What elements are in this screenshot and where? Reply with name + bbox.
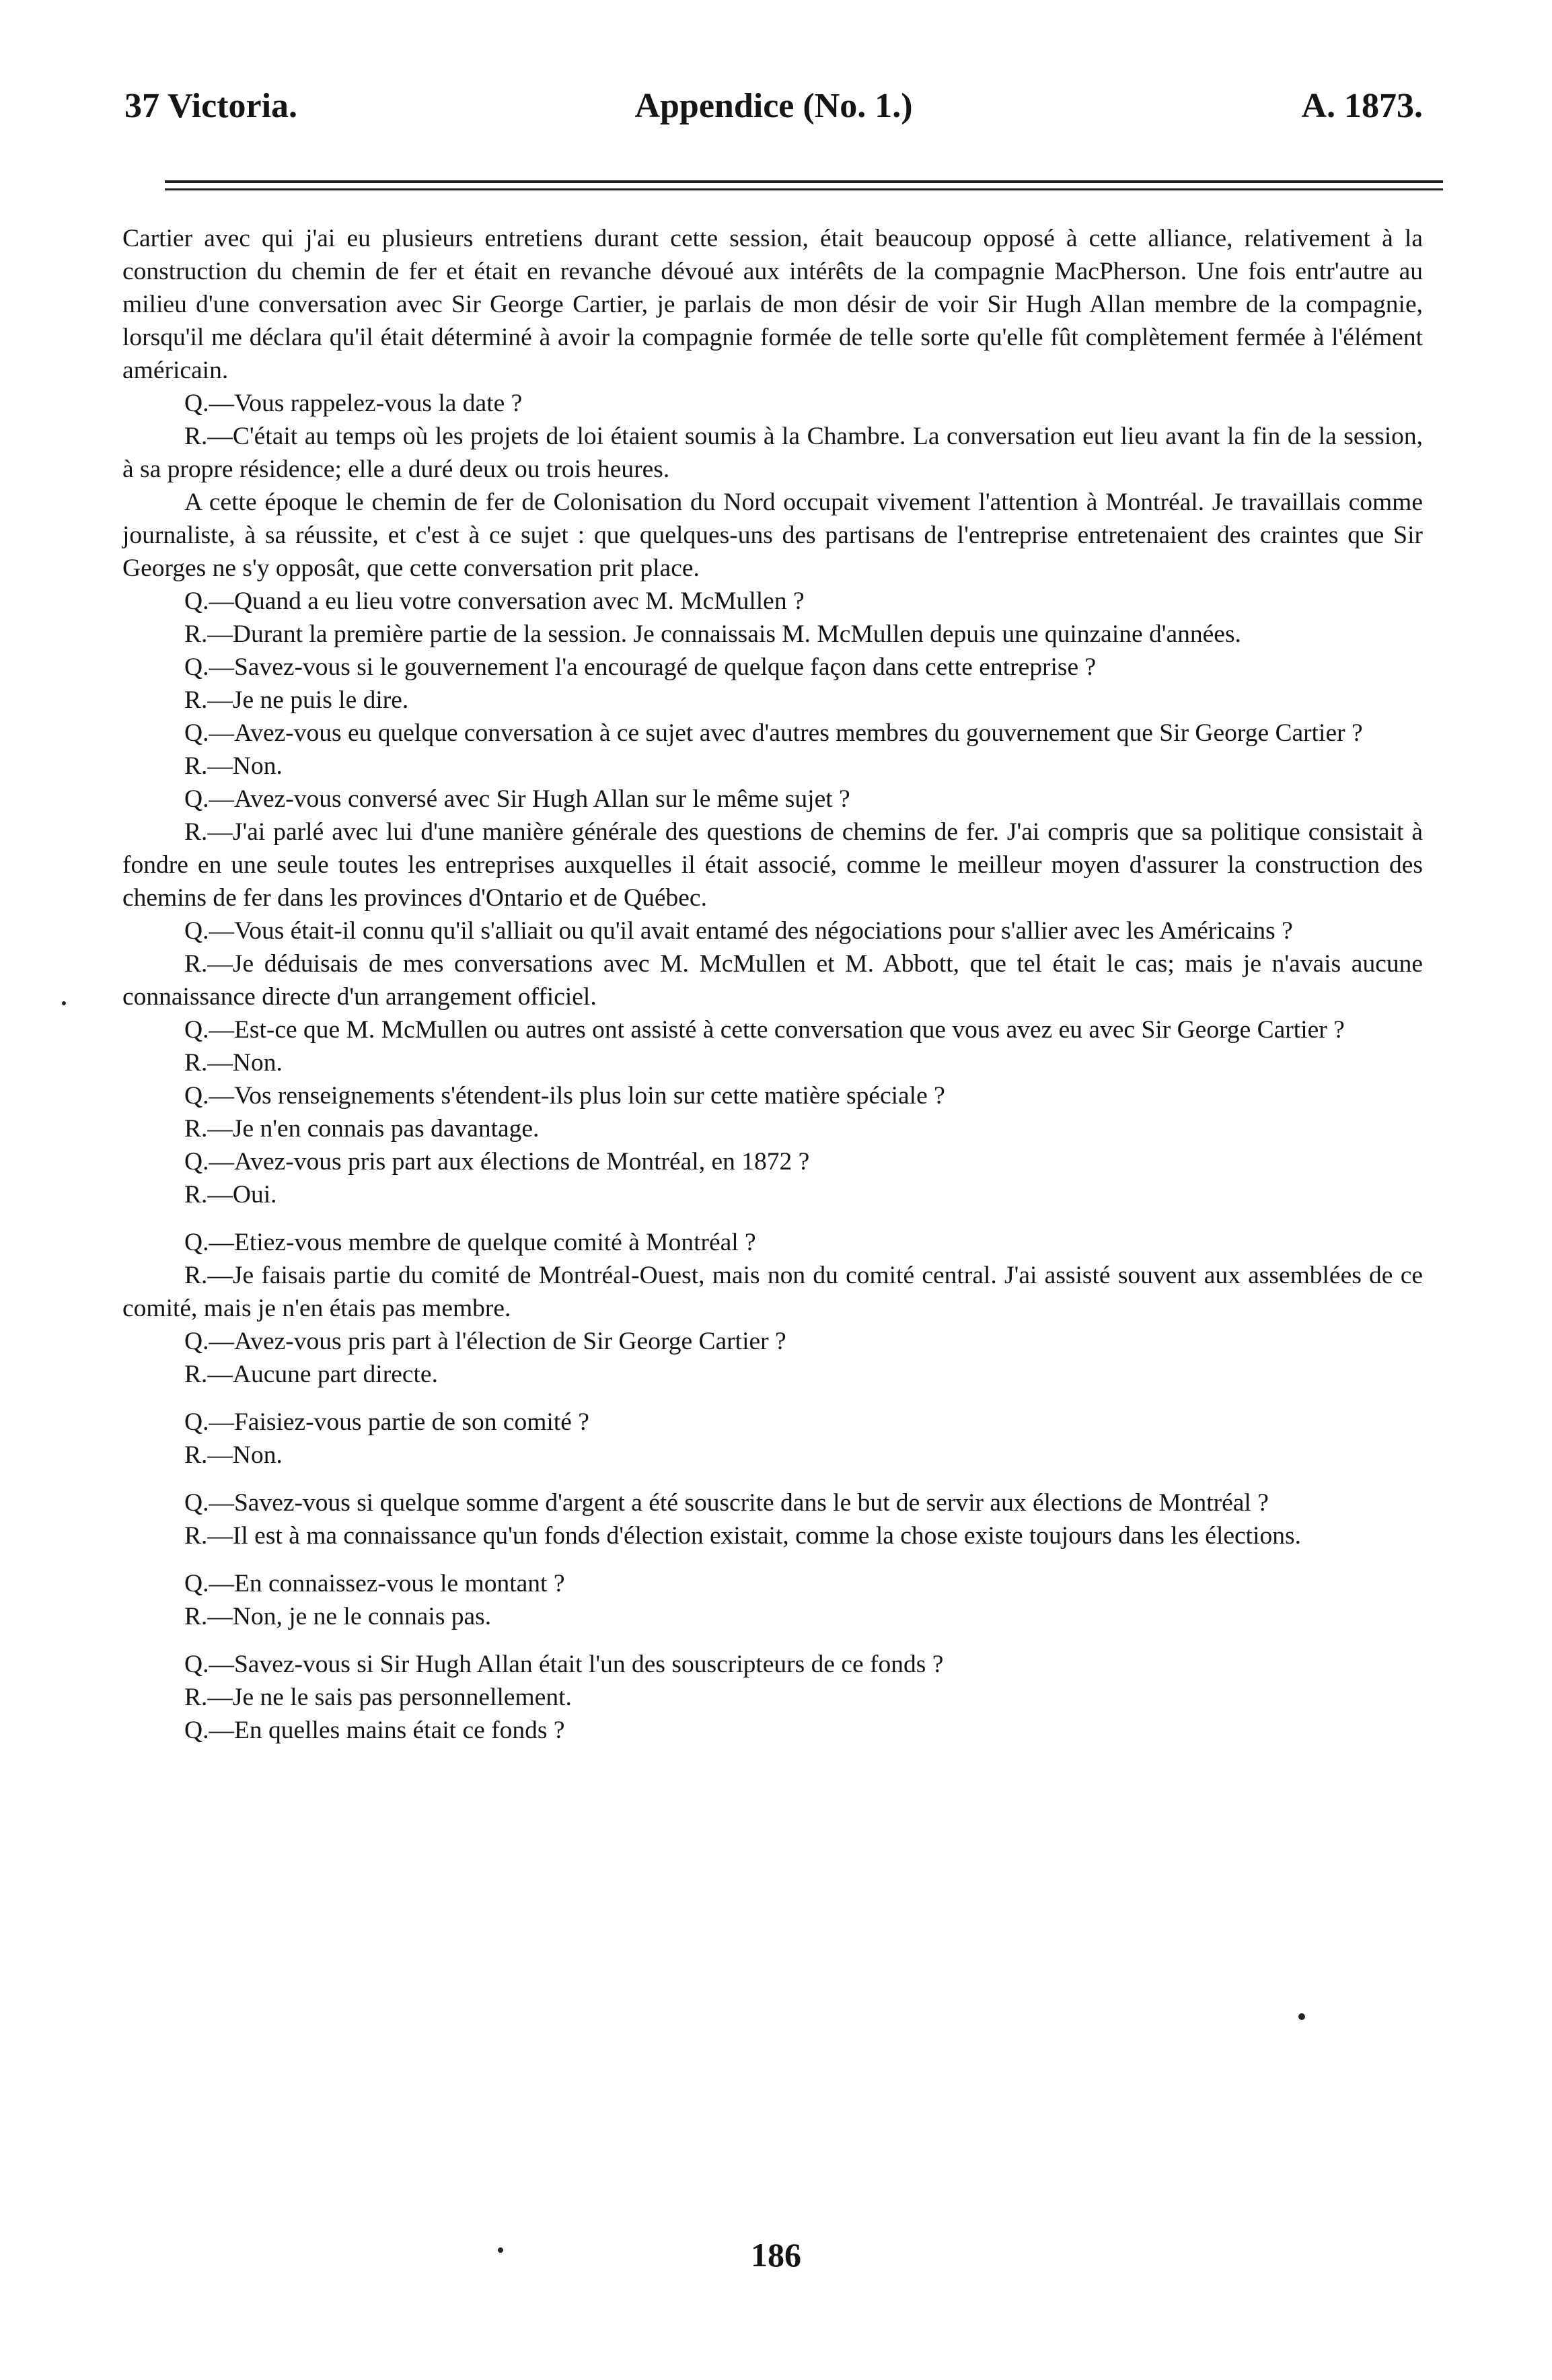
paragraph-answer: R.—Je déduisais de mes conversations avec M. McMullen et M. Abbott, que tel était le cas; mais je n'avais aucune connaissance directe d'un arrangement officiel.: [122, 950, 1423, 1011]
paragraph-answer: R.—J'ai parlé avec lui d'une manière générale des questions de chemins de fer. J'ai compris que sa politique consistait à fondre en une seule toutes les entreprises auxquelles il était associé, comme le meilleur moyen d'assurer la construction des chemins de fer dans les provinces d'Ontario et de Québec.: [122, 818, 1423, 912]
paragraph-question: Q.—Avez-vous pris part aux élections de Montréal, en 1872 ?: [184, 1148, 810, 1176]
paragraph-answer-continued: A cette époque le chemin de fer de Colonisation du Nord occupait vivement l'attention à Montréal. Je travaillais comme journaliste, à sa réussite, et c'est à ce sujet : que quelques-uns des partisans de l'entreprise entretenaient des craintes que Sir Georges ne s'y opposât, que cette conversation prit place.: [122, 489, 1423, 582]
paragraph-question: Q.—Savez-vous si quelque somme d'argent a été souscrite dans le but de servir aux élections de Montréal ?: [184, 1489, 1269, 1517]
paragraph-question: Q.—Avez-vous pris part à l'élection de Sir George Cartier ?: [184, 1328, 786, 1355]
paragraph-question: Q.—En quelles mains était ce fonds ?: [184, 1717, 565, 1744]
paragraph-question: Q.—Est-ce que M. McMullen ou autres ont assisté à cette conversation que vous avez eu avec Sir George Cartier ?: [184, 1016, 1345, 1044]
paragraph-question: Q.—Quand a eu lieu votre conversation avec M. McMullen ?: [184, 587, 805, 615]
paragraph-answer: R.—Il est à ma connaissance qu'un fonds d'élection existait, comme la chose existe toujours dans les élections.: [184, 1522, 1301, 1550]
paragraph-answer: R.—Non.: [184, 1441, 283, 1469]
testimony-text: [122, 222, 1423, 1747]
paragraph-question: Q.—Etiez-vous membre de quelque comité à Montréal ?: [184, 1229, 756, 1256]
paragraph-answer: R.—Je ne puis le dire.: [184, 686, 409, 714]
paragraph-answer: R.—Je faisais partie du comité de Montréal-Ouest, mais non du comité central. J'ai assisté souvent aux assemblées de ce comité, mais je n'en étais pas membre.: [122, 1262, 1423, 1322]
paragraph-answer: R.—C'était au temps où les projets de loi étaient soumis à la Chambre. La conversation eut lieu avant la fin de la session, à sa propre résidence; elle a duré deux ou trois heures.: [122, 423, 1423, 483]
paragraph-question: Q.—Vous était-il connu qu'il s'alliait ou qu'il avait entamé des négociations pour s'allier avec les Américains ?: [184, 917, 1293, 945]
page-number: 186: [751, 2236, 801, 2274]
paragraph-question: Q.—Savez-vous si Sir Hugh Allan était l'un des souscripteurs de ce fonds ?: [184, 1651, 944, 1678]
header-rule: [165, 180, 1443, 183]
paragraph-continuation: Cartier avec qui j'ai eu plusieurs entretiens durant cette session, était beaucoup opposé à cette alliance, relativement à la construction du chemin de fer et était en revanche dévoué aux intérêts de la compagnie MacPherson. Une fois entr'autre au milieu d'une conversation avec Sir George Cartier, je parlais de mon désir de voir Sir Hugh Allan membre de la compagnie, lorsqu'il me déclara qu'il était déterminé à avoir la compagnie formée de telle sorte qu'elle fût complètement fermée à l'élément américain.: [122, 225, 1423, 384]
header-appendix-title: Appendice (No. 1.): [634, 87, 913, 125]
header-year: A. 1873.: [1301, 87, 1423, 125]
paragraph-question: Q.—Savez-vous si le gouvernement l'a encouragé de quelque façon dans cette entreprise ?: [184, 653, 1097, 681]
print-speck: [1298, 2013, 1305, 2020]
paragraph-question: Q.—Faisiez-vous partie de son comité ?: [184, 1408, 589, 1436]
paragraph-answer: R.—Aucune part directe.: [184, 1361, 438, 1388]
header-session: 37 Victoria.: [124, 87, 298, 125]
paragraph-answer: R.—Non, je ne le connais pas.: [184, 1603, 492, 1630]
paragraph-question: Q.—Vous rappelez-vous la date ?: [184, 390, 523, 417]
paragraph-answer: R.—Durant la première partie de la session. Je connaissais M. McMullen depuis une quinzaine d'années.: [184, 620, 1241, 648]
paragraph-answer: R.—Non.: [184, 1049, 283, 1077]
paragraph-answer: R.—Non.: [184, 752, 283, 780]
header-rule-secondary: [165, 188, 1443, 190]
paragraph-question: Q.—En connaissez-vous le montant ?: [184, 1570, 565, 1597]
paragraph-question: Q.—Vos renseignements s'étendent-ils plus loin sur cette matière spéciale ?: [184, 1082, 945, 1110]
paragraph-question: Q.—Avez-vous conversé avec Sir Hugh Allan sur le même sujet ?: [184, 785, 850, 813]
paragraph-question: Q.—Avez-vous eu quelque conversation à ce sujet avec d'autres membres du gouvernement que Sir George Cartier ?: [184, 719, 1363, 747]
paragraph-answer: R.—Je ne le sais pas personnellement.: [184, 1684, 572, 1711]
paragraph-answer: R.—Je n'en connais pas davantage.: [184, 1115, 540, 1143]
paragraph-answer: R.—Oui.: [184, 1181, 277, 1209]
print-speck: [62, 1001, 66, 1005]
running-head: [124, 86, 1423, 140]
